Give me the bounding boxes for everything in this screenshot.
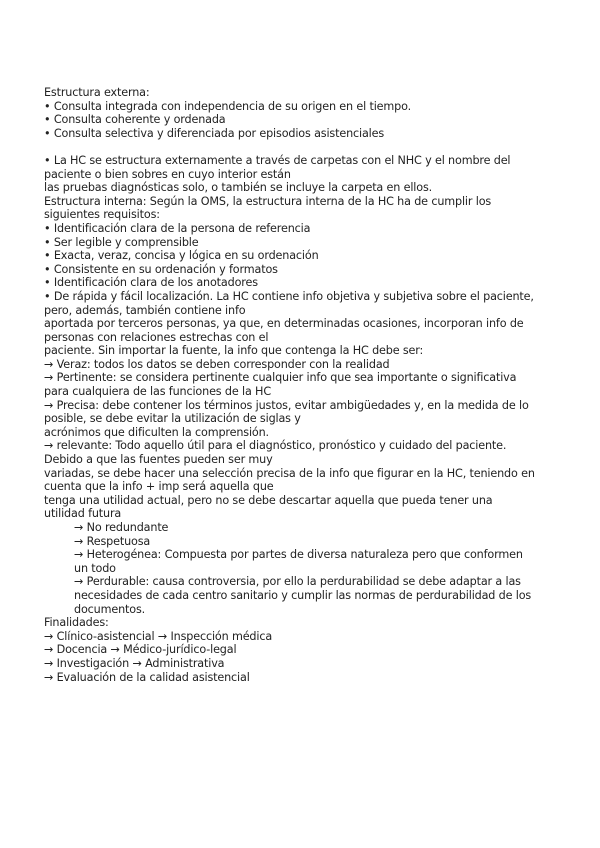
indented-list	[44, 521, 560, 616]
list-item: → Docencia → Médico-jurídico-legal	[44, 643, 237, 657]
list-item: • Consistente en su ordenación y formatos	[44, 262, 278, 276]
text-line: personas con relaciones estrechas con el	[44, 330, 269, 344]
list-item: → relevante: Todo aquello útil para el diagnóstico, pronóstico y cuidado del paciente.	[44, 439, 507, 453]
list-item: • Consulta selectiva y diferenciada por episodios asistenciales	[44, 126, 385, 140]
list-item: → Heterogénea: Compuesta por partes de diversa naturaleza pero que conformen	[74, 548, 523, 562]
text-line: utilidad futura	[44, 507, 122, 521]
text-line: paciente. Sin importar la fuente, la info que contenga la HC debe ser:	[44, 344, 424, 358]
cualidades-list	[44, 358, 560, 521]
text-line: variadas, se debe hacer una selección precisa de la info que figurar en la HC, teniendo en	[44, 466, 535, 480]
text-line: tenga una utilidad actual, pero no se debe descartar aquella que pueda tener una	[44, 493, 493, 507]
list-item: → Perdurable: causa controversia, por ello la perdurabilidad se debe adaptar a las	[74, 575, 521, 589]
list-item: → Precisa: debe contener los términos justos, evitar ambigüedades y, en la medida de lo	[44, 398, 529, 412]
text-line: siguientes requisitos:	[44, 208, 160, 222]
text-line: cuenta que la info + imp será aquella que	[44, 480, 274, 494]
text-line: posible, se debe evitar la utilización de siglas y	[44, 412, 301, 426]
text-line: para cualquiera de las funciones de la HC	[44, 385, 271, 399]
heading-estructura-externa: Estructura externa:	[44, 86, 150, 99]
list-item: → Investigación → Administrativa	[44, 656, 225, 670]
list-item: • Consulta coherente y ordenada	[44, 113, 226, 127]
requisitos-list	[44, 222, 560, 358]
spacer	[44, 140, 560, 154]
list-item: • Ser legible y comprensible	[44, 235, 199, 249]
list-item: → Respetuosa	[74, 534, 151, 548]
list-item: • De rápida y fácil localización. La HC contiene info objetiva y subjetiva sobre el paciente,	[44, 289, 534, 303]
text-line: pero, además, también contiene info	[44, 303, 246, 317]
list-item: • Exacta, veraz, concisa y lógica en su ordenación	[44, 249, 319, 263]
text-line: Estructura interna: Según la OMS, la estructura interna de la HC ha de cumplir los	[44, 194, 492, 208]
externa-list	[44, 100, 560, 141]
text-line: necesidades de cada centro sanitario y cumplir las normas de perdurabilidad de los	[74, 588, 532, 602]
list-item: • Consulta integrada con independencia de su origen en el tiempo.	[44, 99, 412, 113]
list-item: → Pertinente: se considera pertinente cualquier info que sea importante o significativa	[44, 371, 517, 385]
estructura-interna-paragraph	[44, 195, 560, 222]
hc-paragraph	[44, 154, 560, 195]
list-item: • Identificación clara de los anotadores	[44, 276, 258, 290]
list-item: → Clínico-asistencial → Inspección médica	[44, 629, 273, 643]
text-line: Debido a que las fuentes pueden ser muy	[44, 453, 273, 467]
text-line: paciente o bien sobres en cuyo interior están	[44, 167, 291, 181]
text-line: las pruebas diagnósticas solo, o también se incluye la carpeta en ellos.	[44, 181, 433, 195]
text-line: un todo	[74, 561, 116, 575]
text-line: documentos.	[74, 602, 146, 616]
text-line: • La HC se estructura externamente a través de carpetas con el NHC y el nombre del	[44, 153, 511, 167]
list-item: → No redundante	[74, 521, 169, 534]
finalidades-list	[44, 616, 560, 684]
text-line: aportada por terceros personas, ya que, en determinadas ocasiones, incorporan info de	[44, 317, 524, 331]
list-item: • Identificación clara de la persona de referencia	[44, 221, 311, 235]
list-item: → Evaluación de la calidad asistencial	[44, 670, 250, 684]
text-line: acrónimos que dificulten la comprensión.	[44, 425, 269, 439]
heading-finalidades: Finalidades:	[44, 616, 109, 630]
list-item: → Veraz: todos los datos se deben corresponder con la realidad	[44, 357, 390, 371]
